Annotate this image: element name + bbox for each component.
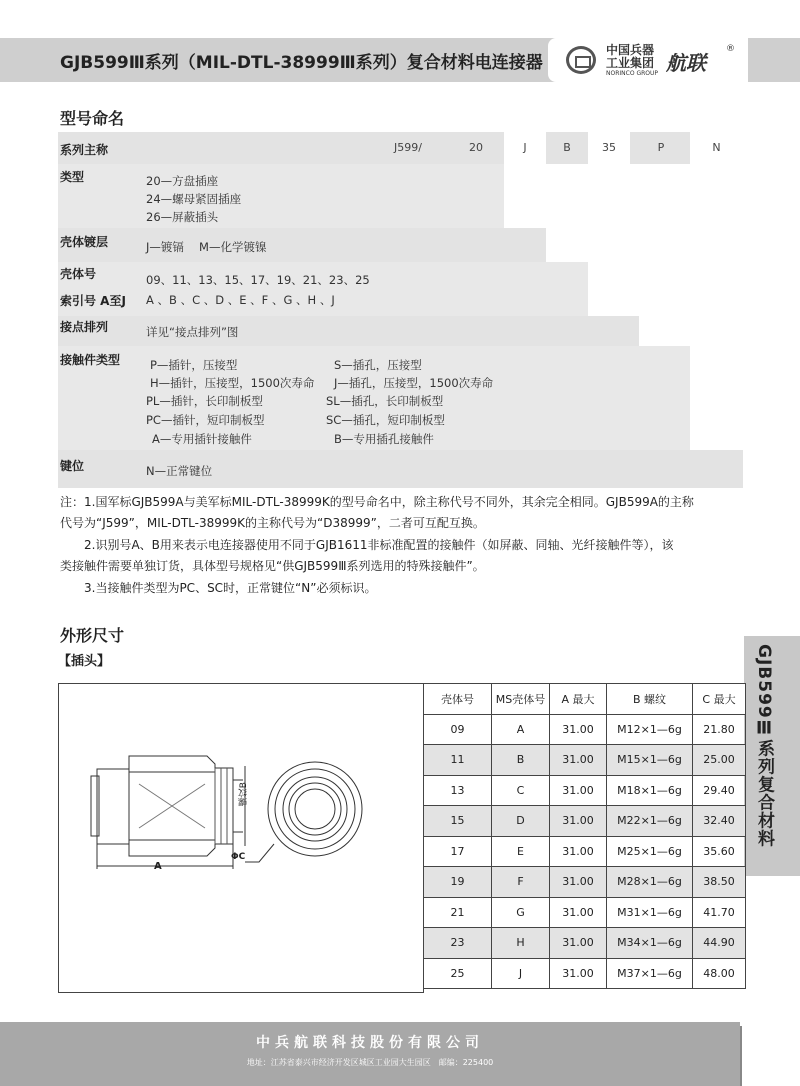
table-cell: 25 [424,958,492,989]
index-values: A 、B 、C 、D 、E 、F 、G 、H 、J [146,293,335,307]
table-cell: D [492,806,550,837]
table-cell: 13 [424,775,492,806]
dim-label-a: A [154,861,162,872]
table-cell: M12×1—6g [607,714,693,745]
table-row [424,775,746,806]
dim-label-c: ΦC [231,852,246,862]
table-cell: F [492,867,550,898]
code-shell: B [563,141,571,154]
contact-label: 接触件类型 [60,353,121,367]
contact-option: SL—插孔，长印制板型 [326,394,444,408]
shell-values: 09、11、13、15、17、19、21、23、25 [146,273,370,287]
contact-option: S—插孔，压接型 [334,358,422,372]
col-header: 壳体号 [424,684,492,715]
table-cell: M37×1—6g [607,958,693,989]
footer-company: 中兵航联科技股份有限公司 [256,1035,484,1051]
dim-label-b: 螺纹B [239,782,249,807]
contact-option: H—插针，压接型，1500次寿命 [150,376,315,390]
table-cell: 31.00 [550,897,607,928]
table-cell: 44.90 [693,928,746,959]
contact-option: PL—插针，长印制板型 [146,394,263,408]
table-cell: A [492,714,550,745]
table-cell: 35.60 [693,836,746,867]
footer-divider [740,1026,742,1086]
table-cell: 31.00 [550,928,607,959]
contact-option: A—专用插针接触件 [152,432,252,446]
table-cell: 32.40 [693,806,746,837]
table-cell: 31.00 [550,745,607,776]
page-title: GJB599Ⅲ系列（MIL-DTL-38999Ⅲ系列）复合材料电连接器 [60,53,543,73]
table-row [424,928,746,959]
table-cell: 31.00 [550,775,607,806]
table-cell: 41.70 [693,897,746,928]
note-3: 3.当接触件类型为PC、SC时，正常键位“N”必须标识。 [84,581,377,595]
series-label: 系列主称 [60,143,109,157]
table-cell: J [492,958,550,989]
logo-emblem-icon [566,46,596,74]
note-1b: 代号为“J599”，MIL-DTL-38999K的主称代号为“D38999”，二者可互配互换。 [60,516,485,530]
contact-option: B—专用插孔接触件 [334,432,434,446]
table-cell: 38.50 [693,867,746,898]
table-row [424,897,746,928]
code-type: 20 [469,141,483,154]
logo-brand: 航联 [666,51,706,75]
index-label: 索引号 A至J [60,294,126,308]
type-option: 26—屏蔽插头 [146,210,219,224]
table-cell: M25×1—6g [607,836,693,867]
table-row [424,958,746,989]
key-value: N—正常键位 [146,464,213,478]
table-row [424,745,746,776]
table-cell: 31.00 [550,836,607,867]
type-label: 类型 [60,170,85,184]
code-arrangement: 35 [602,141,616,154]
table-cell: 11 [424,745,492,776]
col-header: B 螺纹 [607,684,693,715]
table-cell: M28×1—6g [607,867,693,898]
table-cell: E [492,836,550,867]
arrangement-value: 详见“接点排列”图 [146,325,239,339]
band-plating [58,228,546,262]
logo-text-cn: 中国兵器 工业集团 [606,43,655,70]
sidebar-text: GJB599Ⅲ系列复合材料 [754,644,774,848]
table-cell: 19 [424,867,492,898]
page-footer [0,1022,740,1086]
note-2b: 类接触件需要单独订货，具体型号规格见“供GJB599Ⅲ系列选用的特殊接触件”。 [60,559,485,573]
dimension-table [423,683,746,989]
code-plating: J [523,141,527,154]
table-cell: 15 [424,806,492,837]
table-cell: B [492,745,550,776]
table-cell: C [492,775,550,806]
table-cell: 21 [424,897,492,928]
table-cell: 31.00 [550,867,607,898]
table-cell: 23 [424,928,492,959]
table-row [424,836,746,867]
arrangement-label: 接点排列 [60,320,109,334]
table-cell: M31×1—6g [607,897,693,928]
table-cell: 17 [424,836,492,867]
key-label: 键位 [60,459,85,473]
type-option: 20—方盘插座 [146,174,219,188]
naming-section-title: 型号命名 [60,109,125,128]
col-header: MS壳体号 [492,684,550,715]
page-header [0,38,800,82]
table-cell: H [492,928,550,959]
table-cell: M22×1—6g [607,806,693,837]
band-type [58,164,504,228]
plug-subtitle: 【插头】 [58,654,111,669]
code-contact: P [657,141,665,154]
table-row [424,806,746,837]
contact-option: P—插针，压接型 [150,358,238,372]
logo-text-en: NORINCO GROUP [606,70,659,77]
table-row [424,867,746,898]
table-cell: G [492,897,550,928]
table-cell: 09 [424,714,492,745]
series-sidebar [744,636,800,876]
table-cell: 29.40 [693,775,746,806]
table-cell: M34×1—6g [607,928,693,959]
table-cell: 48.00 [693,958,746,989]
plating-label: 壳体镀层 [60,235,109,249]
table-cell: 21.80 [693,714,746,745]
contact-option: J—插孔，压接型，1500次寿命 [334,376,494,390]
contact-option: SC—插孔，短印制板型 [326,413,445,427]
footer-address: 地址：江苏省泰兴市经济开发区城区工业园大生园区 邮编：225400 [246,1058,494,1067]
table-cell: 31.00 [550,958,607,989]
plug-outline-drawing [59,684,423,992]
note-2a: 2.识别号A、B用来表示电连接器使用不同于GJB1611非标准配置的接触件（如屏蔽、同轴、光纤接触件等），该 [84,538,674,552]
code-series: J599/ [394,141,422,154]
logo-registered-mark: ® [726,44,735,54]
table-cell: M18×1—6g [607,775,693,806]
table-cell: 31.00 [550,806,607,837]
table-header-row [424,684,746,715]
shell-label: 壳体号 [60,267,97,281]
table-cell: 25.00 [693,745,746,776]
col-header: C 最大 [693,684,746,715]
company-logo [548,38,748,82]
dimensions-section-title: 外形尺寸 [60,626,125,645]
table-cell: M15×1—6g [607,745,693,776]
contact-option: PC—插针，短印制板型 [146,413,265,427]
code-key: N [712,141,721,154]
type-option: 24—螺母紧固插座 [146,192,242,206]
plug-drawing [58,683,424,993]
plating-options: J—镀镉 M—化学镀镍 [146,240,267,254]
table-row [424,714,746,745]
table-cell: 31.00 [550,714,607,745]
col-header: A 最大 [550,684,607,715]
note-1a: 注：1.国军标GJB599A与美军标MIL-DTL-38999K的型号命名中，除主称代号不同外，其余完全相同。GJB599A的主称 [60,495,694,509]
